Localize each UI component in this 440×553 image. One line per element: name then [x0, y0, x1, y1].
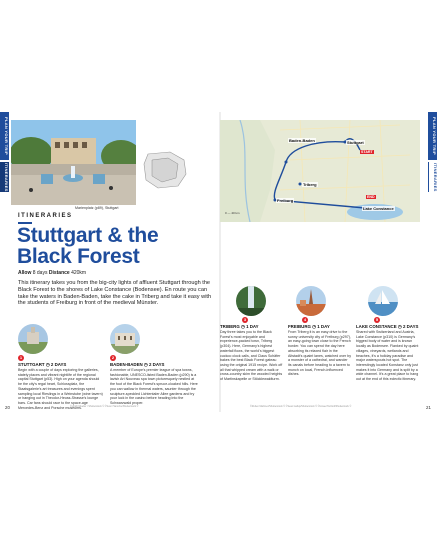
map-label-lake-constance: Lake Constance — [363, 206, 394, 211]
distance-value: 420km — [71, 270, 87, 276]
stop-number: 4 — [303, 317, 307, 322]
right-page — [220, 112, 440, 412]
trip-meta — [18, 270, 86, 276]
stuttgart-photo — [18, 324, 48, 354]
clock-icon: ◷ — [241, 324, 245, 329]
book-spread — [0, 112, 440, 412]
stop-body: Shared with Switzerland and Austria, Lake Constance (p310) is Germany's biggest body of water and is known locally as Bodensee. Flanked by quaint villages, vineyards, wetlands and beaches, it's a holiday paradise and major waterspouts hot spot. The interestingly located Konstanz only just makes it into Germany and is split by a wide channel. It's a great place to hang out at the end of this eclectic itinerary. — [356, 330, 419, 382]
intro-paragraph: This itinerary takes you from the big-city lights of affluent Stuttgart through the Black Forest to the shores of Lake Constance (Bodensee). En route you can take the waters in Baden-Baden, take the cake in Triberg and take it easy with the students of Freiburg in front of the medieval Münster. — [18, 280, 212, 307]
side-tab-itineraries: ITINERARIES — [428, 162, 438, 192]
map-label-freiburg: Freiburg — [277, 198, 294, 203]
stop-days: 2 DAYS — [402, 324, 419, 329]
map-label-baden-baden: Baden-Baden — [289, 138, 315, 143]
clock-icon: ◷ — [397, 324, 402, 329]
page-number-left: 20 — [5, 405, 10, 410]
baden-baden-photo — [110, 324, 140, 354]
stop-days: 1 DAY — [246, 324, 259, 329]
stop-number: 3 — [243, 317, 247, 322]
stop-number: 5 — [375, 317, 379, 322]
stop-name: BADEN-BADEN — [110, 362, 143, 367]
left-page — [0, 112, 220, 412]
marienplatz-photo — [11, 120, 136, 205]
stop-name: LAKE CONSTANCE — [356, 324, 397, 329]
stop-name: FREIBURG — [288, 324, 311, 329]
lake-constance-photo — [368, 286, 398, 316]
distance-label: Distance — [48, 270, 70, 276]
photo-credits-right: ©Ruben Martinez/Shutterstock © ©Sean Gallup/Shutterstock © ©Ismael Tazzioli/Shutterstock © — [250, 405, 352, 408]
page-number-right: 21 — [426, 405, 431, 410]
locator-map — [140, 150, 190, 190]
stop-days: 2 DAYS — [50, 362, 67, 367]
side-tab-itineraries: ITINERARIES — [0, 162, 9, 192]
clock-icon: ◷ — [45, 362, 50, 367]
stop-number: 1 — [19, 355, 23, 360]
photo-credits-left: ©Ulrich Mueller / Shutterstock © ©Sven Hansche/Shutterstock © — [70, 405, 139, 408]
clock-icon: ◷ — [143, 362, 148, 367]
stop-body: A member of Europe's premier league of spa towns, fashionable, UNESCO-listed Baden-Baden (p290) is a lavish Art Nouveau spa town picturesquely nestled at the foot of the Black Forest's spruce-cloaked hills. Here you can wallow in thermal waters, saunter through the sculpture-speckled Lichtentaler Allee gardens and try your luck in the casino before heading into the Schwarzwald proper. — [110, 368, 198, 405]
stop-body: Day three takes you to the Black Forest's most enjoyable and experience-packed town, Triberg (p304). Here, Germany's highest waterfall flows, the world's biggest cuckoo clock calls, and Claus Schäfer bakes the best Black Forest gateau using the original 1915 recipe. Work off all that whipped cream with a walk or cross-country skim the wooded heights of Martinskapelle or Stöcklewaldturm. — [220, 330, 283, 382]
stop-days: 1 DAY — [317, 324, 330, 329]
map-label-triberg: Triberg — [303, 182, 317, 187]
map-scale: 0 — 40 km — [225, 211, 240, 215]
map-start-tag: START — [361, 150, 373, 154]
map-end-tag: END — [367, 195, 375, 199]
stop-body: From Triberg it is an easy drive to the sunny university city of Freiburg (p297), an easy-going town close to the French border. You can spend the day here absorbing its relaxed flair in the Altstadt's quaint lanes, watched over by a monster of a cathedral, and wander its canals before heading to a tavern to munch on local, French-influenced dishes. — [288, 330, 352, 377]
clock-icon: ◷ — [312, 324, 317, 329]
side-tab-plan-your-trip: PLAN YOUR TRIP — [428, 112, 437, 160]
allow-value: 8 days — [32, 270, 48, 276]
stop-name: TRIBERG — [220, 324, 240, 329]
allow-label: Allow — [18, 270, 32, 276]
stop-name: STUTTGART — [18, 362, 45, 367]
stop-days: 2 DAYS — [149, 362, 165, 367]
map-label-stuttgart: Stuttgart — [347, 140, 364, 145]
freiburg-photo — [296, 286, 326, 316]
stop-number: 2 — [111, 355, 115, 360]
side-tab-plan-your-trip: PLAN YOUR TRIP — [0, 112, 9, 160]
photo-caption: Marienplatz (p89), Stuttgart — [75, 206, 119, 210]
route-map — [220, 120, 420, 222]
stop-body: Begin with a couple of days exploring the galleries, stately places and vibrant nightlife of the regional capital Stuttgart (p53). High on your agenda should be the city's regal heart, Schlossplatz, the Staatsgalerie's art treasures and evenings spent sampling local Rieslings in a Weinstube (wine tavern) or hanging out in Theodor-Heuss-Strasse's lounge bars. Car fans should race to the space-age Mercedes-Benz and Porsche museums. — [18, 368, 103, 410]
page-title: Stuttgart & the Black Forest — [17, 224, 159, 268]
triberg-photo — [236, 286, 266, 316]
section-kicker: ITINERARIES — [18, 213, 73, 219]
